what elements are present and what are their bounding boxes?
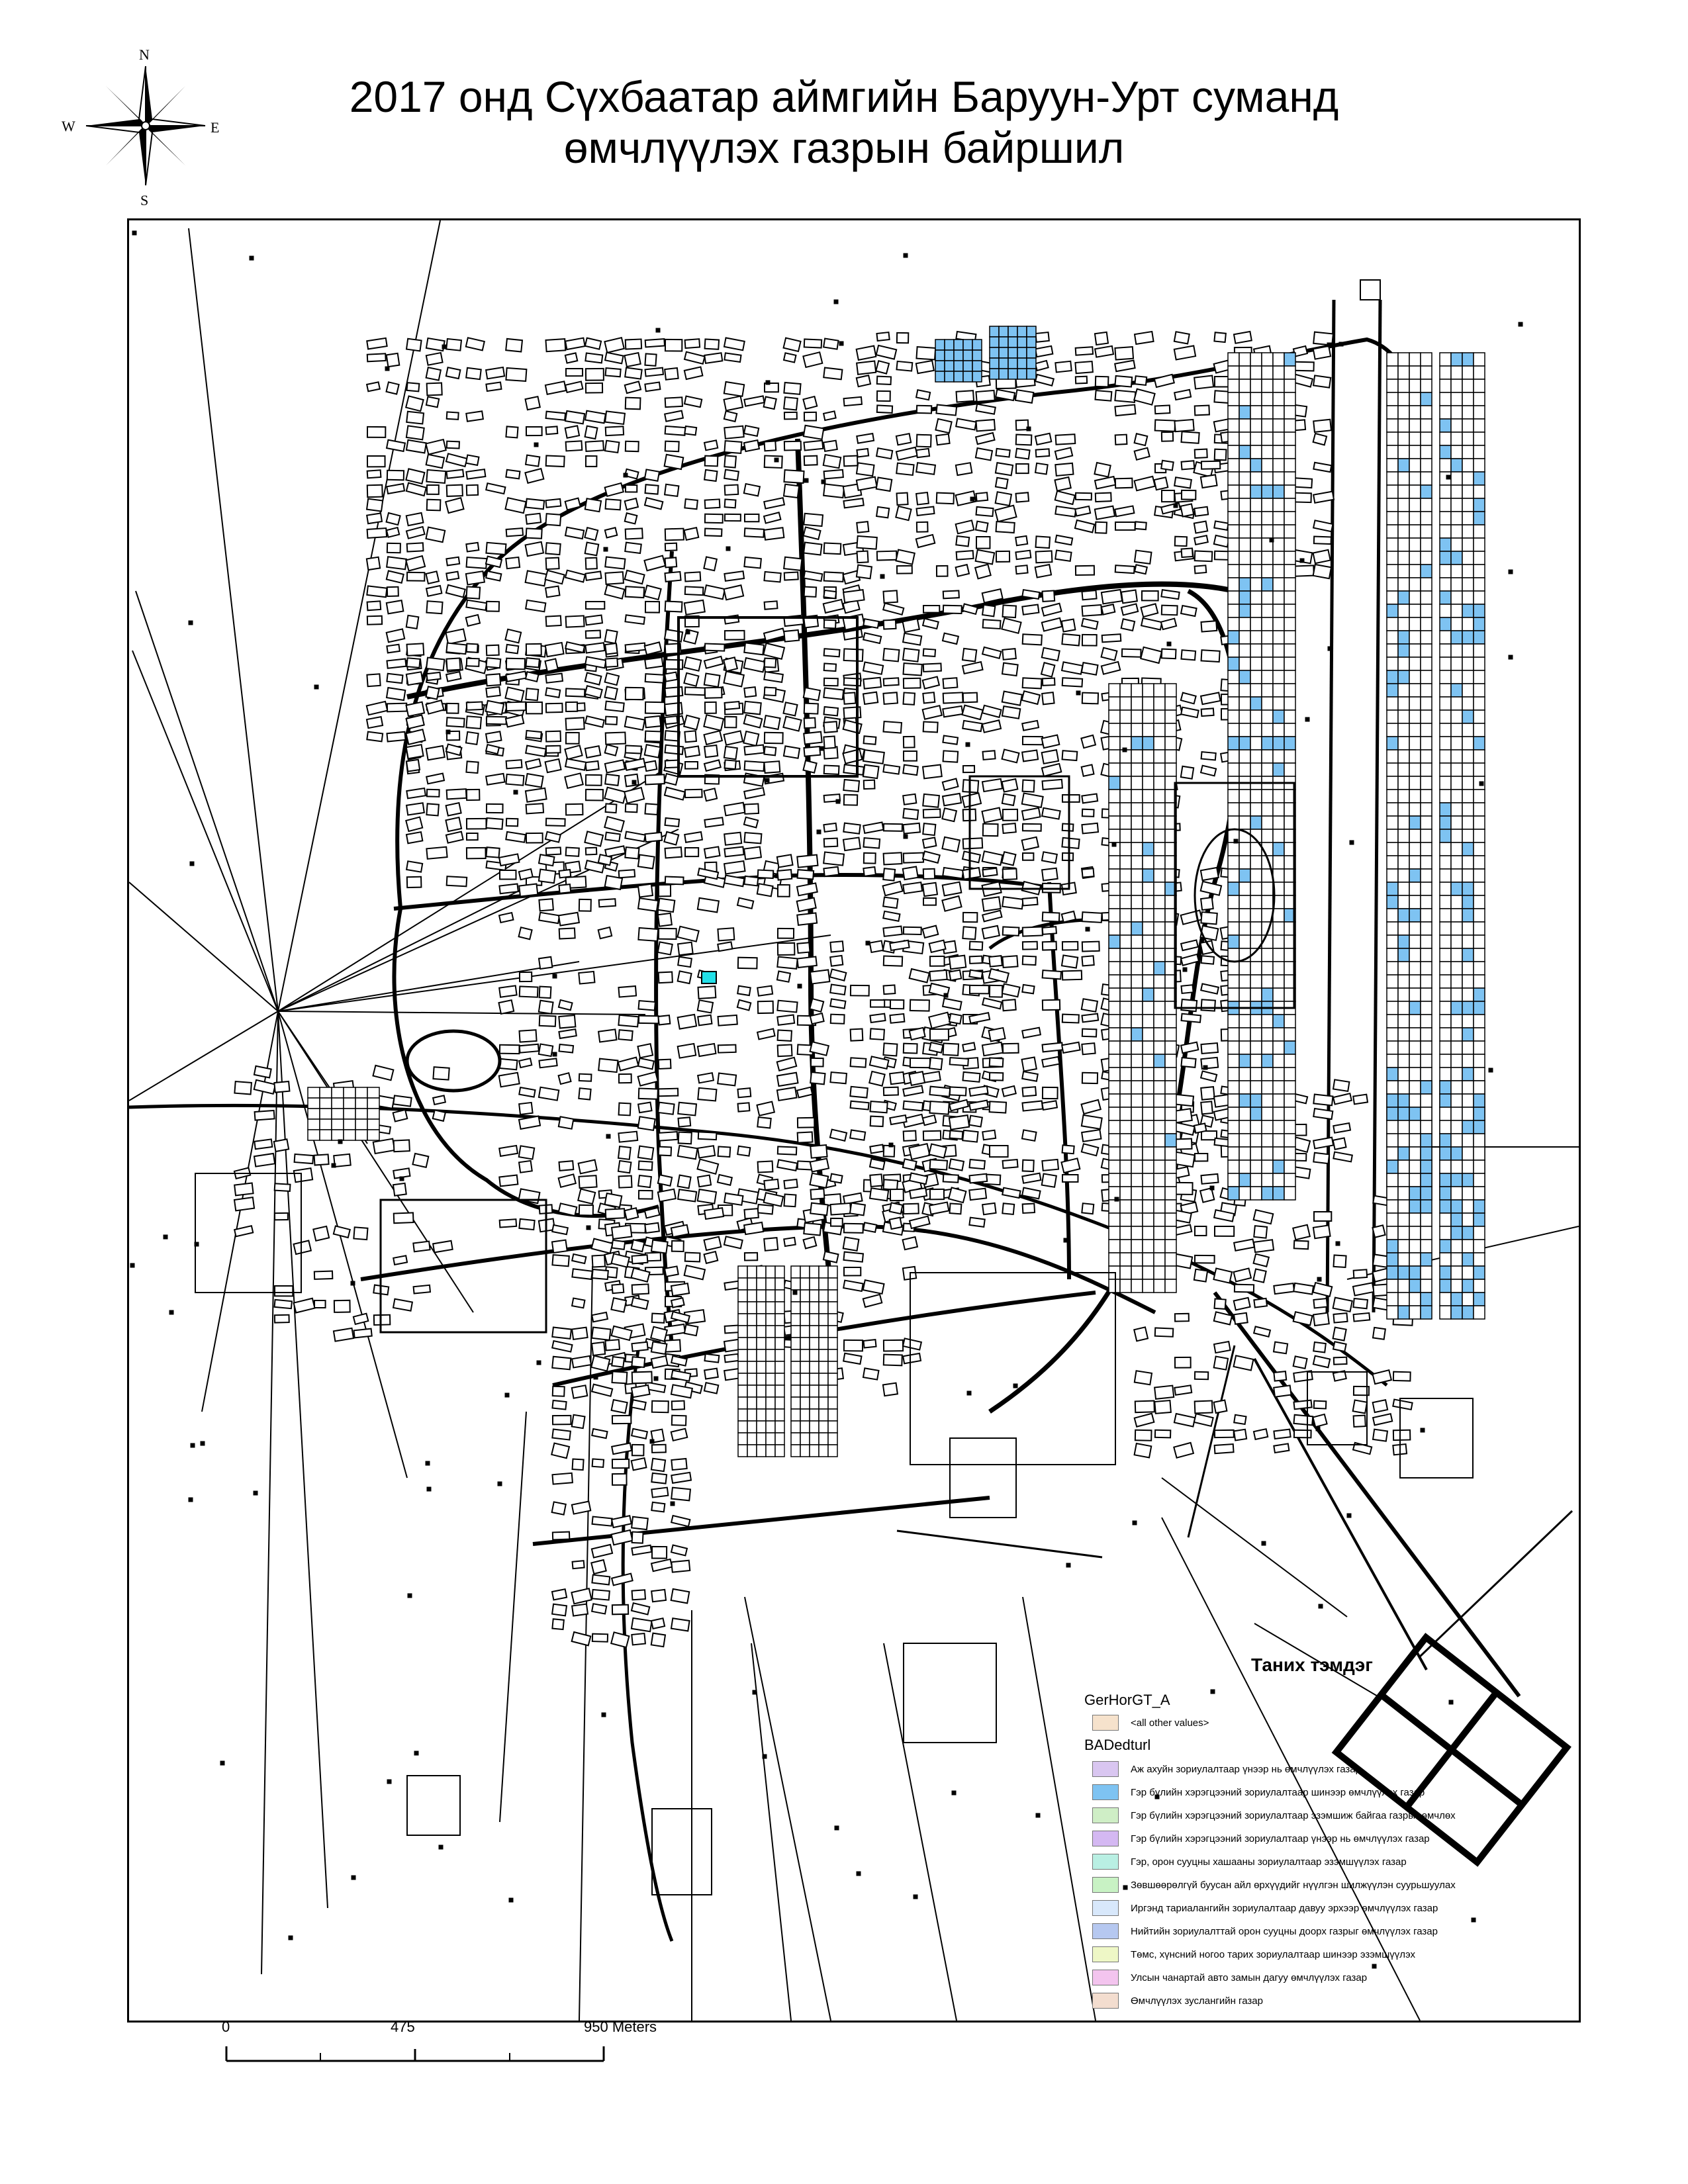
legend-item-label: Улсын чанартай авто замын дагуу өмчлүүлэх газар	[1131, 1972, 1368, 1983]
legend-swatch	[1092, 1970, 1119, 1985]
compass-rose-icon	[76, 56, 215, 195]
legend-item-label: Гэр бүлийн хэрэгцээний зориулалтаар эзэмшиж байгаа газрыг өмчлөх	[1131, 1809, 1456, 1821]
legend-item	[1092, 1852, 1407, 1872]
legend-swatch	[1092, 1715, 1119, 1731]
legend-swatch	[1092, 1946, 1119, 1962]
legend-swatch	[1092, 1993, 1119, 2009]
legend-item	[1092, 1968, 1367, 1987]
scale-bar-graphic	[218, 2041, 616, 2068]
compass-south-label: S	[140, 192, 149, 208]
legend-item-label: Иргэнд тариалангийн зориулалтаар давуу эрхээр өмчлүүлэх газар	[1131, 1902, 1438, 1914]
map-title-line2: өмчлүүлэх газрын байршил	[563, 123, 1125, 172]
compass-north-label: N	[139, 46, 150, 63]
legend-item	[1092, 1991, 1263, 2011]
legend-swatch	[1092, 1761, 1119, 1777]
legend-item	[1092, 1875, 1456, 1895]
legend-swatch	[1092, 1784, 1119, 1800]
legend-swatch	[1092, 1854, 1119, 1870]
legend-swatch	[1092, 1807, 1119, 1823]
scale-bar	[218, 2019, 682, 2078]
scale-label-zero: 0	[222, 2019, 230, 2035]
legend-layer2-name: BADedturl	[1084, 1737, 1151, 1753]
legend-item	[1092, 1829, 1430, 1848]
legend-item	[1092, 1898, 1438, 1918]
legend-item	[1092, 1782, 1425, 1802]
legend-swatch	[1092, 1831, 1119, 1846]
scale-label-mid: 475	[391, 2019, 415, 2035]
legend-item	[1092, 1921, 1438, 1941]
map-frame	[127, 218, 1581, 2023]
legend-item-label: Гэр, орон сууцны хашааны зориулалтаар эзэмшүүлэх газар	[1131, 1856, 1407, 1868]
legend-item	[1092, 1805, 1456, 1825]
legend-swatch	[1092, 1877, 1119, 1893]
compass-east-label: E	[211, 119, 220, 136]
legend-item	[1092, 1759, 1361, 1779]
legend-item-label: Өмчлүүлэх зуслангийн газар	[1131, 1995, 1263, 2007]
scale-label-end: 950 Meters	[584, 2019, 657, 2035]
legend-item	[1092, 1944, 1415, 1964]
legend-item-label: Гэр бүлийн хэрэгцээний зориулалтаар үнээр нь өмчлүүлэх газар	[1131, 1833, 1430, 1844]
legend-item-label: Зөвшөөрөлгүй буусан айл өрхүүдийг нүүлгэн шилжүүлэн суурьшуулах	[1131, 1879, 1456, 1891]
legend-item-label: Нийтийн зориулалттай орон сууцны доорх газрыг өмчлүүлэх газар	[1131, 1925, 1438, 1937]
legend-item-label: <all other values>	[1131, 1717, 1209, 1729]
legend-item-label: Аж ахуйн зориулалтаар үнээр нь өмчлүүлэх газар	[1131, 1763, 1361, 1775]
legend-swatch	[1092, 1900, 1119, 1916]
legend-layer1-name: GerHorGT_A	[1084, 1692, 1170, 1708]
compass-west-label: W	[62, 118, 75, 134]
legend-swatch	[1092, 1923, 1119, 1939]
legend-item-label: Төмс, хүнсний ногоо тарих зориулалтаар шинээр эзэмшүүлэх	[1131, 1948, 1415, 1960]
legend-item-label: Гэр бүлийн хэрэгцээний зориулалтаар шинээр өмчлүүлэх газар	[1131, 1786, 1425, 1798]
legend-title: Таних тэмдэг	[1251, 1655, 1373, 1675]
city-map	[129, 220, 1579, 2021]
legend-layer1-item	[1092, 1713, 1209, 1733]
map-title-line1: 2017 онд Сүхбаатар аймгийн Баруун-Урт суманд	[349, 72, 1339, 121]
